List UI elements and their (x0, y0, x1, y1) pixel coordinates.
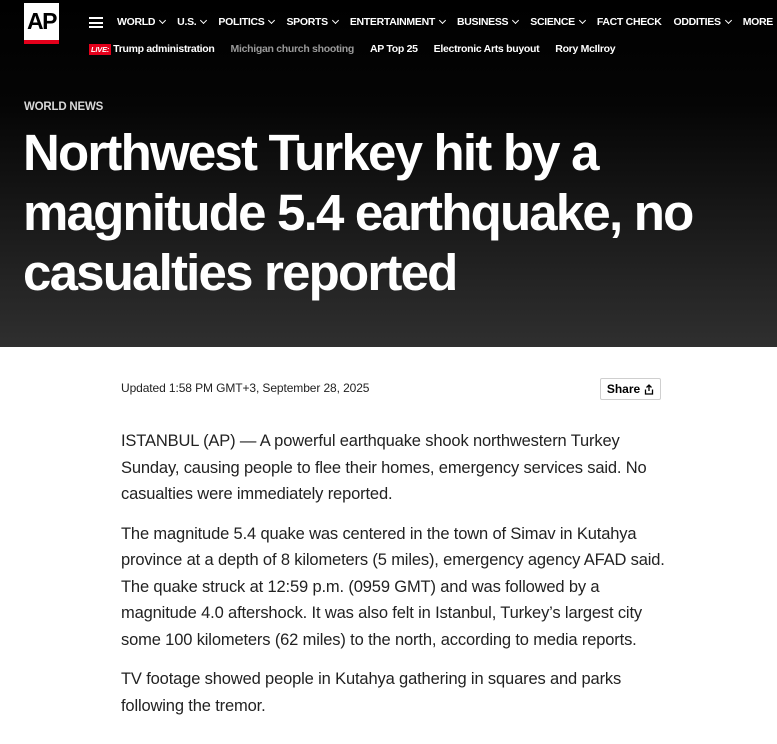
updated-timestamp: Updated 1:58 PM GMT+3, September 28, 2025 (121, 381, 370, 395)
chevron-down-icon (200, 17, 207, 24)
nav-item-business[interactable]: BUSINESS (457, 16, 518, 28)
article-paragraph: TV footage showed people in Kutahya gathering in squares and parks following the tremor. (121, 670, 622, 715)
live-badge: LIVE: (91, 44, 110, 54)
chevron-down-icon (439, 17, 446, 24)
share-label: Share (606, 382, 641, 396)
chevron-down-icon (159, 17, 166, 24)
section-label[interactable]: WORLD NEWS (24, 101, 104, 113)
trending-bar (89, 43, 631, 55)
chevron-down-icon (268, 17, 275, 24)
share-icon (644, 384, 654, 395)
nav-item-science[interactable]: SCIENCE (530, 16, 585, 28)
trending-link[interactable]: Electronic Arts buyout (433, 43, 540, 55)
nav-item-us[interactable]: U.S. (177, 16, 206, 28)
nav-item-oddities[interactable]: ODDITIES (674, 16, 731, 28)
main-nav (117, 16, 777, 28)
menu-icon[interactable] (89, 17, 103, 28)
article-body (121, 428, 666, 732)
chevron-down-icon (332, 17, 339, 24)
nav-item-world[interactable]: WORLD (117, 16, 165, 28)
chevron-down-icon (512, 17, 519, 24)
hero-header (0, 0, 777, 347)
nav-item-fact-check[interactable]: FACT CHECK (596, 16, 662, 28)
article-paragraph: ISTANBUL (AP) — A powerful earthquake shook northwestern Turkey Sunday, causing people to flee their homes, emergency services said. No casualties were immediately reported. (121, 432, 647, 503)
ap-logo[interactable]: AP (24, 3, 59, 44)
trending-link[interactable]: Michigan church shooting (230, 43, 354, 55)
nav-item-sports[interactable]: SPORTS (286, 16, 337, 28)
nav-item-politics[interactable]: POLITICS (218, 16, 274, 28)
article-paragraph: The magnitude 5.4 quake was centered in the town of Simav in Kutahya province at a depth of 8 kilometers (5 miles), emergency agency AFAD said. The quake struck at 12:59 p.m. (0959 GMT) and was followed by a magnitude 4.0 aftershock. It was also felt in Istanbul, Turkey’s largest city some 100 kilometers (62 miles) to the north, according to media reports. (121, 524, 665, 649)
nav-item-more[interactable]: MORE (743, 16, 777, 28)
nav-item-entertainment[interactable]: ENTERTAINMENT (350, 16, 445, 28)
article-headline: Northwest Turkey hit by a magnitude 5.4 earthquake, no casualties reported (23, 124, 693, 301)
trending-link[interactable]: Trump administration (113, 43, 215, 55)
chevron-down-icon (725, 17, 732, 24)
share-button[interactable] (600, 378, 661, 400)
trending-link[interactable]: Rory McIlroy (555, 43, 616, 55)
trending-link[interactable]: AP Top 25 (369, 43, 418, 55)
chevron-down-icon (579, 17, 586, 24)
